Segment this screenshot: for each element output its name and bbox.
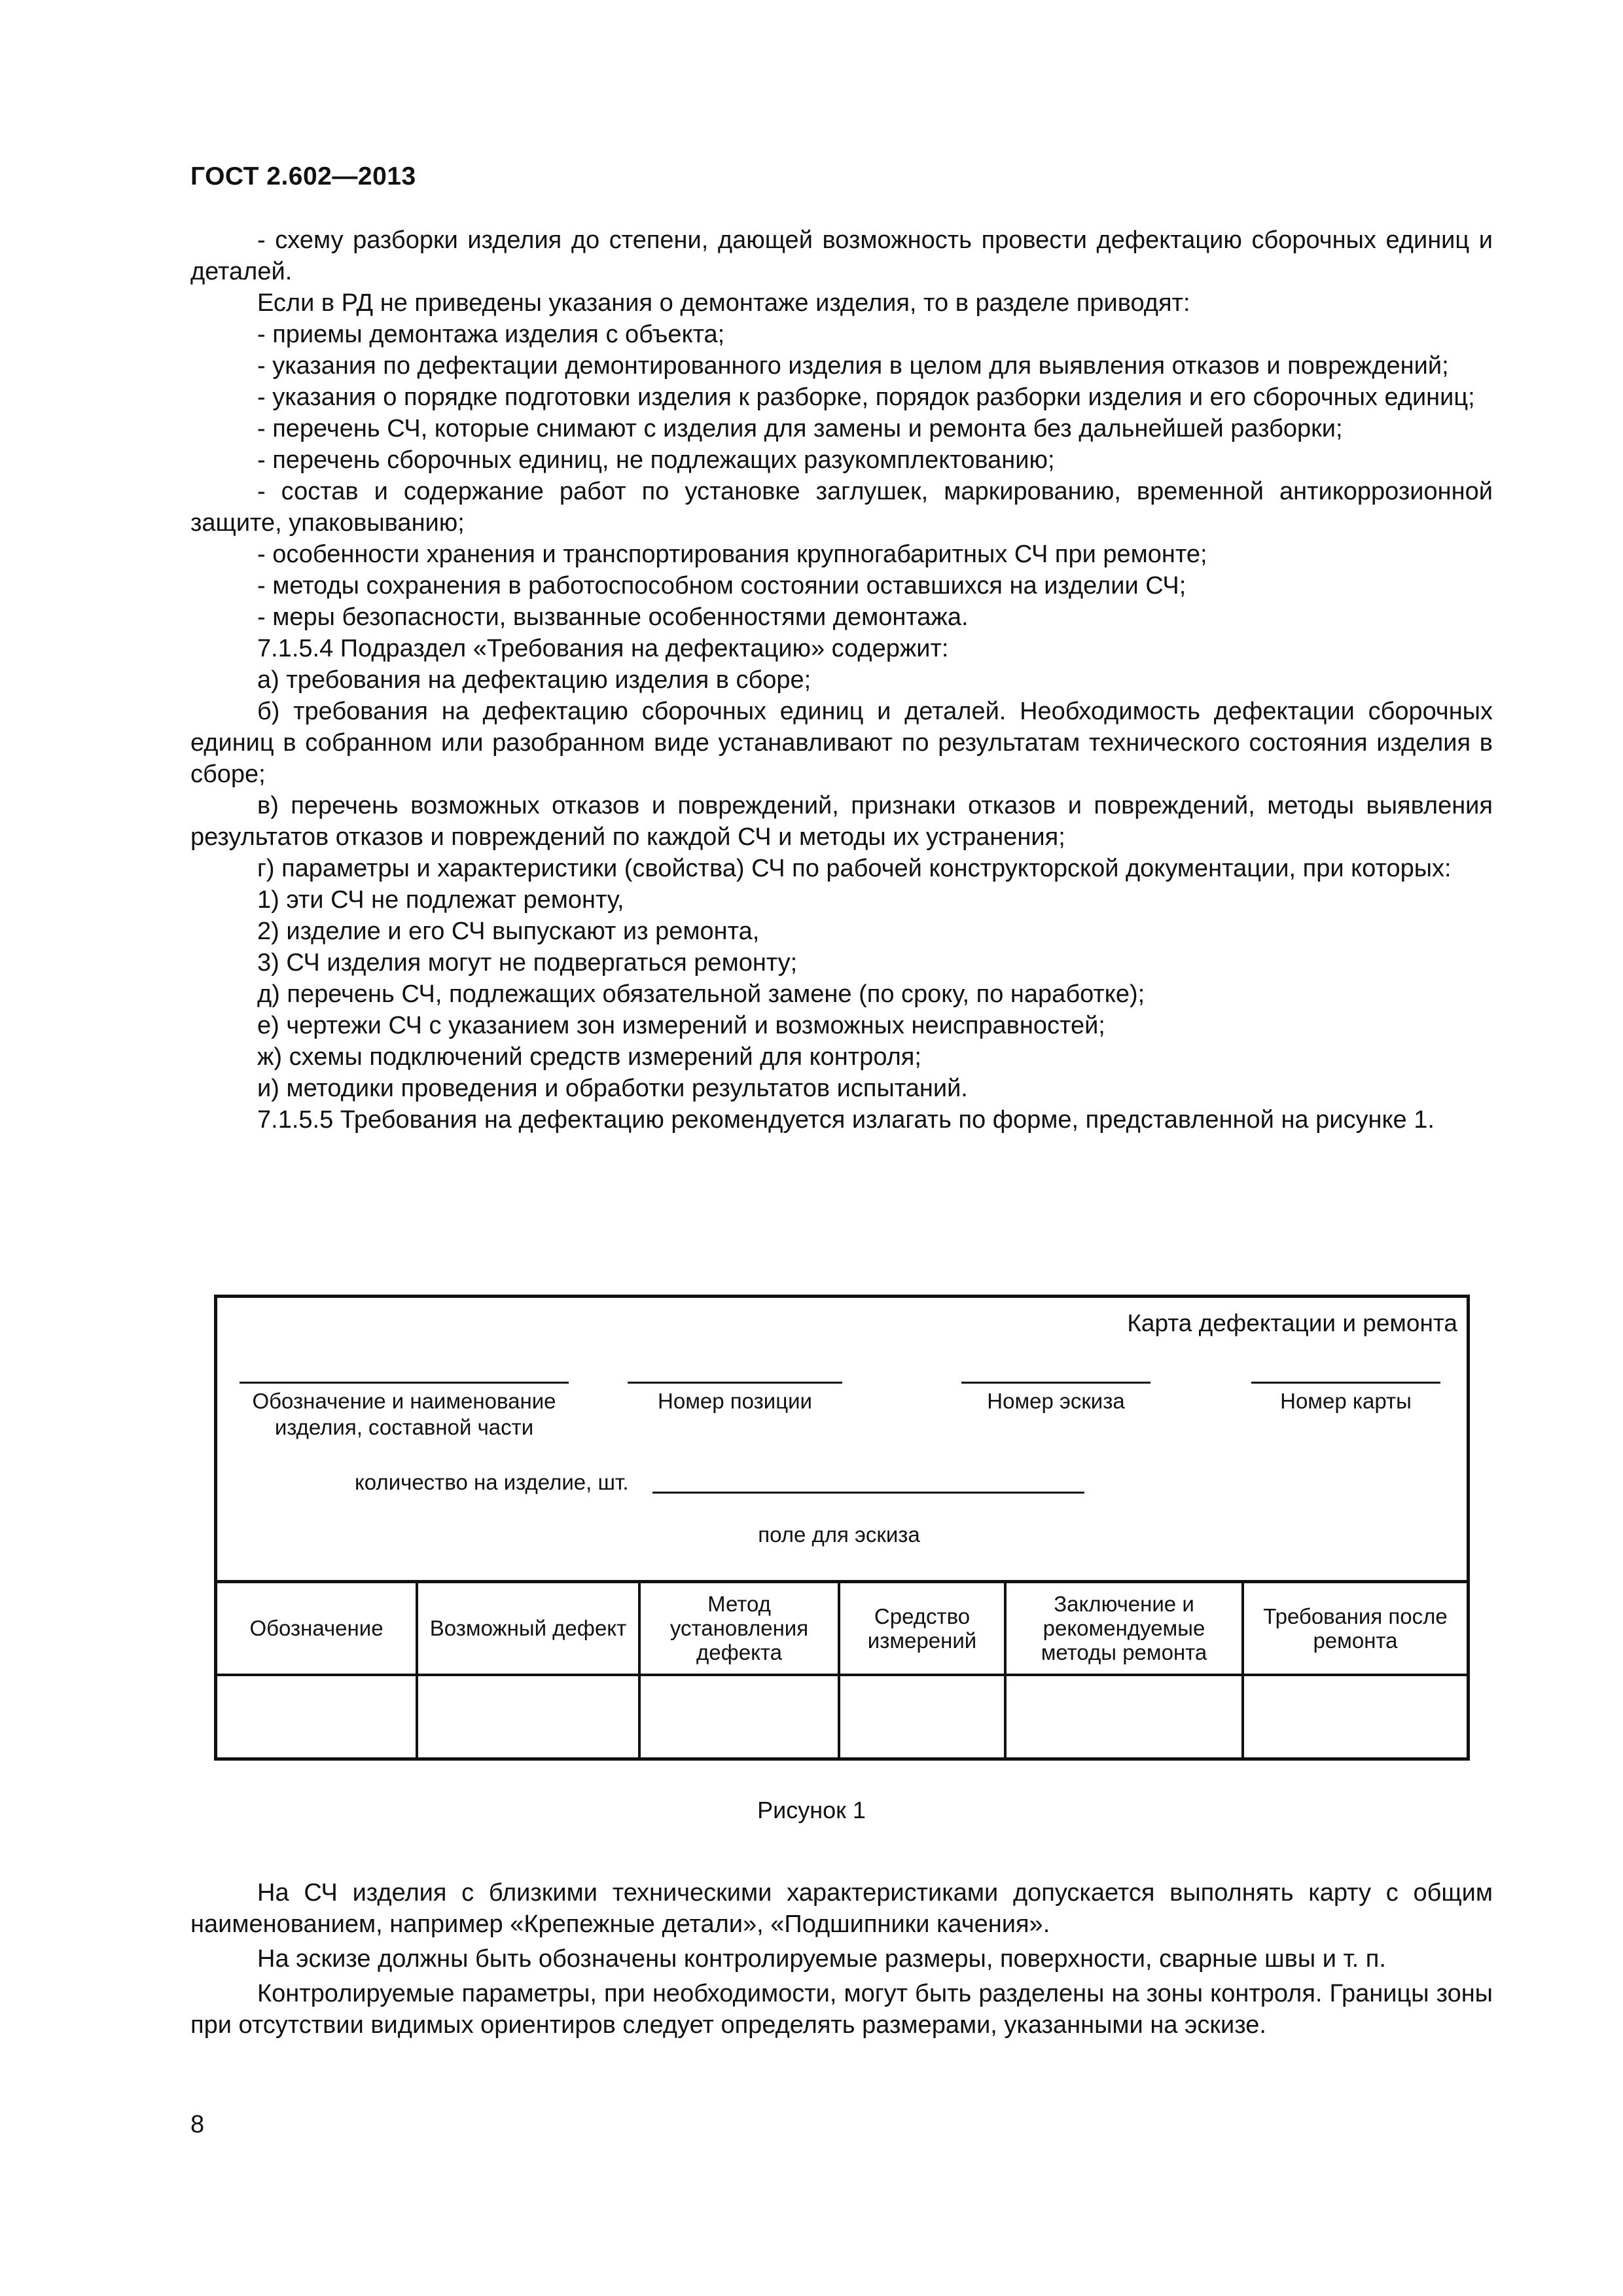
paragraph: - схему разборки изделия до степени, дающей возможность провести дефектацию сборочных единиц и деталей. — [190, 226, 1493, 285]
table-cell — [1243, 1675, 1467, 1758]
paragraph: д) перечень СЧ, подлежащих обязательной замене (по сроку, по наработке); — [257, 980, 1145, 1008]
figure-caption: Рисунок 1 — [757, 1797, 866, 1823]
column-header: Возможный дефект — [417, 1582, 639, 1675]
sketch-number-underline — [961, 1382, 1150, 1384]
document-header: ГОСТ 2.602—2013 — [190, 162, 416, 190]
table-cell — [417, 1675, 639, 1758]
body-text-section — [190, 224, 1493, 1136]
table-cell — [639, 1675, 839, 1758]
defect-repair-card-figure — [214, 1295, 1470, 1761]
sketch-field-label: поле для эскиза — [758, 1522, 920, 1547]
card-number-label: Номер карты — [1280, 1389, 1412, 1413]
body-text-after-figure — [190, 1877, 1493, 2044]
card-number-underline — [1251, 1382, 1440, 1384]
paragraph: 7.1.5.5 Требования на дефектацию рекомендуется излагать по форме, представленной на рисунке 1. — [257, 1106, 1435, 1134]
column-header: Требования после ремонта — [1243, 1582, 1467, 1675]
table-cell — [1005, 1675, 1243, 1758]
table-cell — [839, 1675, 1005, 1758]
paragraph: - состав и содержание работ по установке заглушек, маркированию, временной антикоррозионной защите, упаковыванию; — [190, 478, 1493, 537]
designation-label — [226, 1388, 582, 1441]
paragraph: На эскизе должны быть обозначены контролируемые размеры, поверхности, сварные швы и т. п. — [257, 1945, 1386, 1973]
column-header: Метод установления дефекта — [639, 1582, 839, 1675]
paragraph: - особенности хранения и транспортирования крупногабаритных СЧ при ремонте; — [257, 541, 1207, 568]
designation-label-line2: изделия, составной части — [274, 1415, 534, 1439]
designation-label-line1: Обозначение и наименование — [252, 1389, 556, 1413]
paragraph: а) требования на дефектацию изделия в сборе; — [257, 666, 812, 694]
paragraph: - указания о порядке подготовки изделия к разборке, порядок разборки изделия и его сборочных единиц; — [257, 384, 1475, 411]
position-label: Номер позиции — [658, 1389, 812, 1413]
paragraph: 3) СЧ изделия могут не подвергаться ремонту; — [257, 949, 798, 977]
paragraph: в) перечень возможных отказов и повреждений, признаки отказов и повреждений, методы выявления результатов отказов и повреждений по каждой СЧ и методы их устранения; — [190, 792, 1493, 851]
paragraph: 1) эти СЧ не подлежат ремонту, — [257, 886, 624, 914]
paragraph: Если в РД не приведены указания о демонтаже изделия, то в разделе приводят: — [257, 289, 1190, 317]
paragraph: и) методики проведения и обработки результатов испытаний. — [257, 1075, 968, 1102]
column-header: Заключение и рекомендуемые методы ремонта — [1005, 1582, 1243, 1675]
page-number: 8 — [190, 2111, 205, 2138]
table-header-row — [217, 1582, 1467, 1675]
paragraph: - меры безопасности, вызванные особенностями демонтажа. — [257, 603, 969, 631]
paragraph: На СЧ изделия с близкими техническими характеристиками допускается выполнять карту с общим наименованием, например «Крепежные детали», «Подшипники качения». — [190, 1879, 1493, 1938]
card-title: Карта дефектации и ремонта — [1127, 1310, 1457, 1336]
paragraph: е) чертежи СЧ с указанием зон измерений и возможных неисправностей; — [257, 1012, 1105, 1039]
column-header: Средство измерений — [839, 1582, 1005, 1675]
position-underline — [628, 1382, 842, 1384]
quantity-label: количество на изделие, шт. — [355, 1470, 629, 1494]
paragraph: 2) изделие и его СЧ выпускают из ремонта, — [257, 918, 760, 945]
paragraph: Контролируемые параметры, при необходимости, могут быть разделены на зоны контроля. Границы зоны при отсутствии видимых ориентиров следует определять размерами, указанными на эскизе. — [190, 1980, 1493, 2039]
paragraph: г) параметры и характеристики (свойства) СЧ по рабочей конструкторской документации, при которых: — [257, 855, 1452, 882]
paragraph: - методы сохранения в работоспособном состоянии оставшихся на изделии СЧ; — [257, 572, 1186, 600]
table-cell — [217, 1675, 417, 1758]
paragraph: - приемы демонтажа изделия с объекта; — [257, 321, 725, 348]
quantity-underline — [652, 1492, 1084, 1494]
paragraph: ж) схемы подключений средств измерений для контроля; — [257, 1043, 921, 1071]
paragraph: - перечень СЧ, которые снимают с изделия для замены и ремонта без дальнейшей разборки; — [257, 415, 1343, 442]
table-row — [217, 1675, 1467, 1758]
defect-table — [217, 1580, 1467, 1757]
paragraph: - указания по дефектации демонтированного изделия в целом для выявления отказов и повреждений; — [257, 352, 1449, 380]
designation-underline — [240, 1382, 569, 1384]
column-header: Обозначение — [217, 1582, 417, 1675]
paragraph: 7.1.5.4 Подраздел «Требования на дефектацию» содержит: — [257, 635, 949, 662]
sketch-number-label: Номер эскиза — [987, 1389, 1125, 1413]
paragraph: б) требования на дефектацию сборочных единиц и деталей. Необходимость дефектации сборочных единиц в собранном или разобранном виде устанавливают по результатам технического состояния изделия в сборе; — [190, 698, 1493, 788]
paragraph: - перечень сборочных единиц, не подлежащих разукомплектованию; — [257, 446, 1055, 474]
